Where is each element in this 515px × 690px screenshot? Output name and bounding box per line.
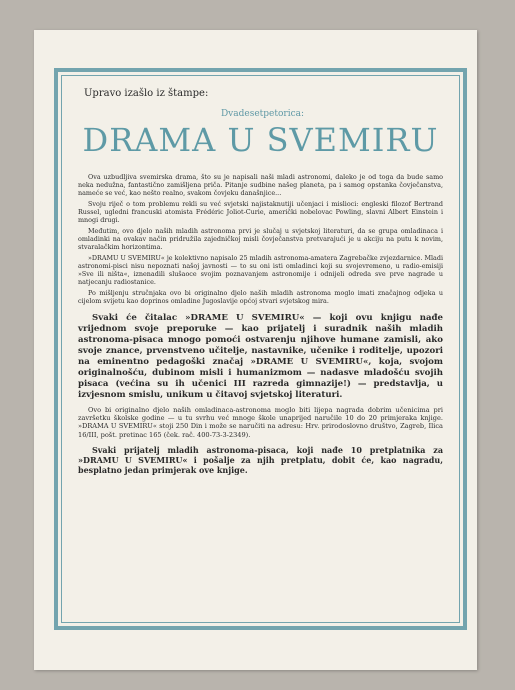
flyer-page — [34, 30, 477, 670]
paragraph-reader-appeal: Svaki će čitalac »DRAME U SVEMIRU« — koji ovu knjigu nađe vrijednom svoje preporuke — kao prijatelj i suradnik naših mladih astronoma-pisaca mnogo pomoći ostvarenju njihove humane zamisli, ako svoje znance, prvenstveno učitelje, nastavnike, učenike i roditelje, upozori na eminentno pedagoški značaj »DRAME U SVEMIRU«, koja, svojom originalnošću, dubinom misli i humanizmom — nadasve mladošću svojih pisaca (većina su ih učenici III razreda gimnazije!) — predstavlja, u izvjesnom smislu, unikum u čitavoj svjetskoj literaturi. — [78, 313, 443, 400]
paragraph-authors: »DRAMU U SVEMIRU« je kolektivno napisalo 25 mladih astronoma-amatera Zagrebačke zvjezdarnice. Mladi astronomi-pisci nisu nepoznati našoj javnosti — to su oni isti omladinci koji su svojevremeno, u radio-emisiji »Sve ili ništa«, iznenadili slušaoce svojim poznavanjem astronomije i odnijeli odreda sve prve nagrade u natjecanju radiostanice. — [78, 254, 443, 286]
kicker-text: Upravo izašlo iz štampe: — [84, 88, 209, 99]
subtitle-text: Dvadesetpetorica: — [220, 109, 305, 119]
paragraph-order-info: Ovo bi originalno djelo naših omladinaca-astronoma moglo biti lijepa nagrada dobrim učenicima pri završetku školske godine — u tu svrhu već mnoge škole unaprijed naručile 10 do 20 primjeraka knjige. »DRAMA U SVEMIRU« stoji 250 Din i može se naručiti na adresu: Hrv. prirodoslovno društvo, Zagreb, Ilica 16/III, pošt. pretinac 165 (ček. rač. 400-73-3-2349). — [78, 406, 443, 439]
paragraph-experts: Po mišljenju stručnjaka ovo bi originalno djelo naših mladih astronoma moglo imati značajnog odjeka u cijelom svijetu kao doprinos omladine Jugoslavije općoj stvari svjetskog mira. — [78, 289, 443, 305]
page-title: DRAMA U SVEMIRU — [82, 121, 439, 159]
paragraph-subscription-reward: Svaki prijatelj mladih astronoma-pisaca, koji nađe 10 pretplatnika za »DRAMU U SVEMIRU« i pošalje za njih pretplatu, dobit će, kao nagradu, besplatno jedan primjerak ove knjige. — [78, 444, 443, 475]
paragraph-first-case: Međutim, ovo djelo naših mladih astronoma prvi je slučaj u svjetskoj literaturi, da se grupa omladinaca i omladinki na ovakav način pridružila zajedničkoj misli čovječanstva pretvarajući je u akciju na putu k novim, stvaralačkim horizontima. — [78, 227, 443, 251]
paragraph-thinkers: Svoju riječ o tom problemu rekli su već svjetski najistaknutiji učenjaci i mislioci: engleski filozof Bertrand Russel, ugledni francuski atomista Frédéric Joliot-Curie, američki nobelovac Powling, slavni Albert Einstein i mnogi drugi. — [78, 200, 443, 224]
paragraph-intro: Ova uzbudljiva svemirska drama, što su je napisali naši mladi astronomi, daleko je od toga da bude samo neka nedužna, fantastično zamišljena priča. Pitanje sudbine našeg planeta, pa i samog opstanka čovječanstva, nameće se već, kao nešto realno, svakom čovjeku današnjice... — [78, 173, 443, 197]
inner-border-content — [61, 75, 460, 623]
